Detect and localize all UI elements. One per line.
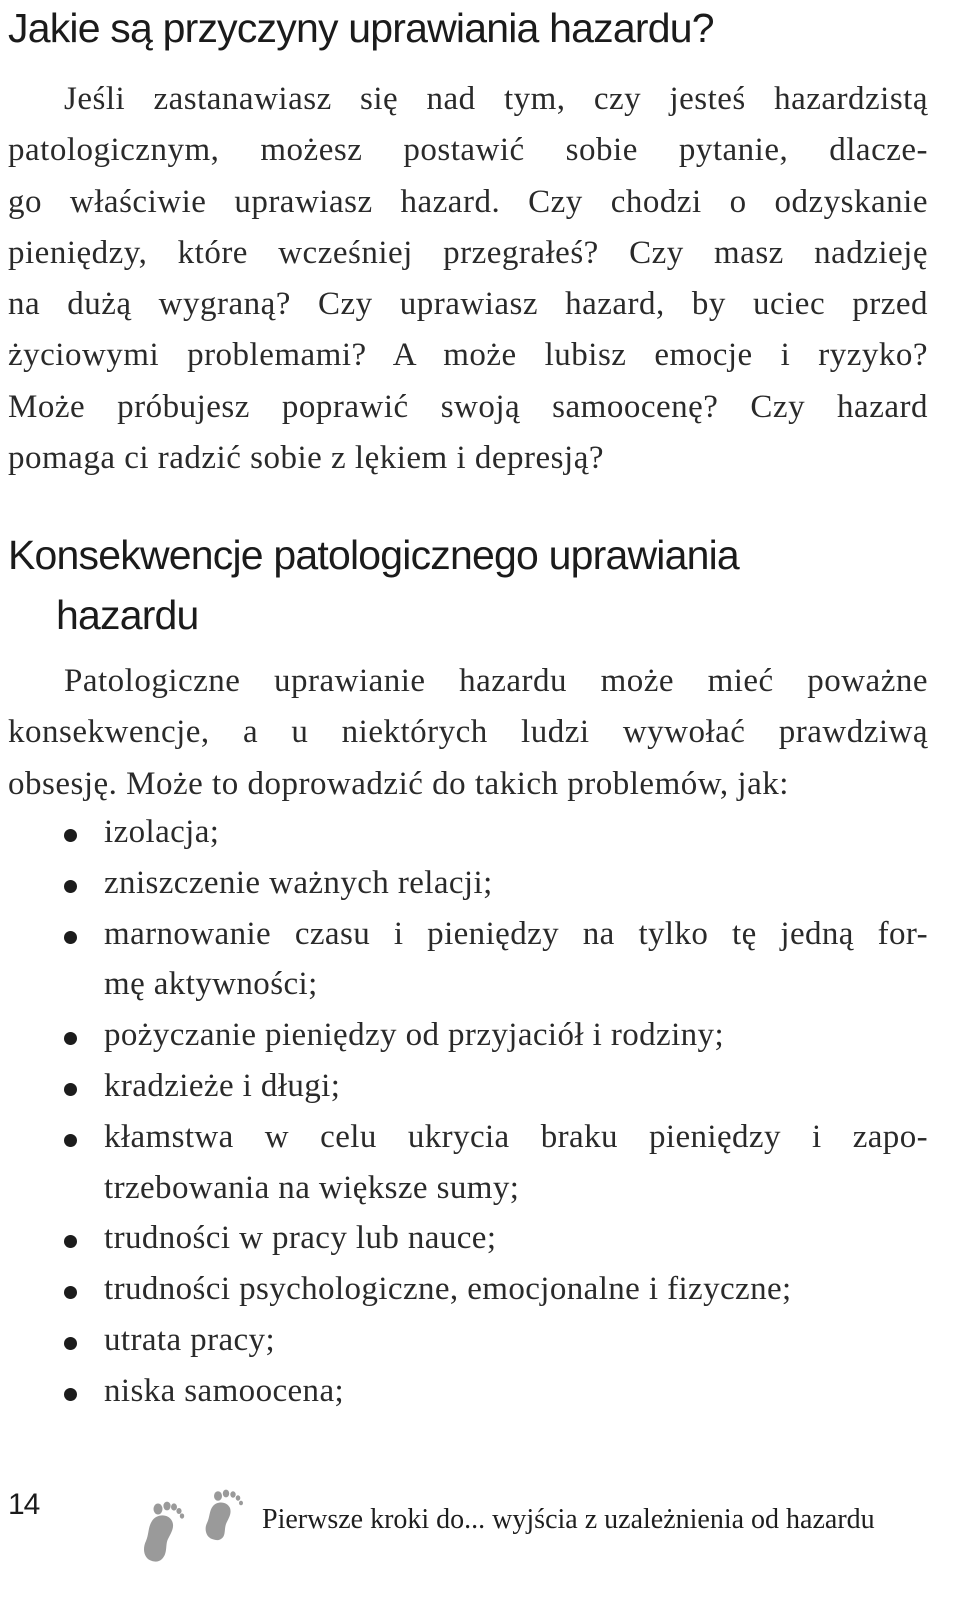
paragraph-consequences bbox=[8, 656, 928, 810]
list-item bbox=[62, 1315, 928, 1366]
list-item bbox=[62, 1112, 928, 1214]
paragraph-line: Jeśli zastanawiasz się nad tym, czy jesteś hazardzistą bbox=[64, 81, 928, 117]
list-item-text: trudności psychologiczne, emocjonalne i fizyczne; bbox=[104, 1271, 792, 1308]
list-item-text: marnowanie czasu i pieniędzy na tylko tę jedną for- bbox=[104, 915, 928, 952]
list-item-text: kradzieże i długi; bbox=[104, 1067, 341, 1104]
list-item-text: utrata pracy; bbox=[104, 1321, 276, 1358]
list-item-text: kłamstwa w celu ukrycia braku pieniędzy i zapo- bbox=[104, 1118, 928, 1155]
list-item bbox=[62, 1213, 928, 1264]
section-heading-consequences bbox=[8, 525, 739, 645]
list-item-text: pożyczanie pieniędzy od przyjaciół i rodziny; bbox=[104, 1017, 725, 1054]
paragraph-line: życiowymi problemami? A może lubisz emocje i ryzyko? bbox=[8, 337, 928, 374]
paragraph-line: obsesję. Może to doprowadzić do takich problemów, jak: bbox=[8, 765, 789, 802]
page-number: 14 bbox=[8, 1488, 40, 1521]
list-item bbox=[62, 1010, 928, 1061]
paragraph-causes bbox=[8, 74, 928, 484]
heading-line: hazardu bbox=[56, 592, 199, 638]
paragraph-line: konsekwencje, a u niektórych ludzi wywołać prawdziwą bbox=[8, 714, 928, 751]
paragraph-line: Może próbujesz poprawić swoją samoocenę? Czy hazard bbox=[8, 388, 928, 425]
heading-line: Konsekwencje patologicznego uprawiania bbox=[8, 532, 739, 578]
list-item bbox=[62, 1264, 928, 1315]
paragraph-line: pieniędzy, które wcześniej przegrałeś? Czy masz nadzieję bbox=[8, 234, 928, 271]
list-item bbox=[62, 1061, 928, 1112]
list-item-text: izolacja; bbox=[104, 814, 220, 850]
list-item bbox=[62, 909, 928, 1011]
list-item-text: zniszczenie ważnych relacji; bbox=[104, 864, 493, 901]
list-item-text: mę aktywności; bbox=[104, 966, 318, 1003]
running-footer-title: Pierwsze kroki do... wyjścia z uzależnienia od hazardu bbox=[262, 1504, 875, 1535]
list-item-text: trzebowania na większe sumy; bbox=[104, 1169, 520, 1206]
list-item-text: niska samoocena; bbox=[104, 1372, 345, 1409]
list-item bbox=[62, 858, 928, 909]
footprints-icon bbox=[138, 1487, 248, 1567]
paragraph-line: Patologiczne uprawianie hazardu może mieć poważne bbox=[64, 663, 928, 699]
paragraph-line: patologicznym, możesz postawić sobie pytanie, dlacze- bbox=[8, 132, 928, 169]
list-item bbox=[62, 807, 928, 858]
paragraph-line: pomaga ci radzić sobie z lękiem i depresją? bbox=[8, 440, 604, 477]
problems-list bbox=[62, 807, 928, 1417]
paragraph-line: na dużą wygraną? Czy uprawiasz hazard, by uciec przed bbox=[8, 286, 928, 323]
list-item-text: trudności w pracy lub nauce; bbox=[104, 1220, 497, 1257]
paragraph-line: go właściwie uprawiasz hazard. Czy chodzi o odzyskanie bbox=[8, 183, 928, 220]
list-item bbox=[62, 1366, 928, 1417]
section-heading-causes: Jakie są przyczyny uprawiania hazardu? bbox=[8, 5, 714, 51]
